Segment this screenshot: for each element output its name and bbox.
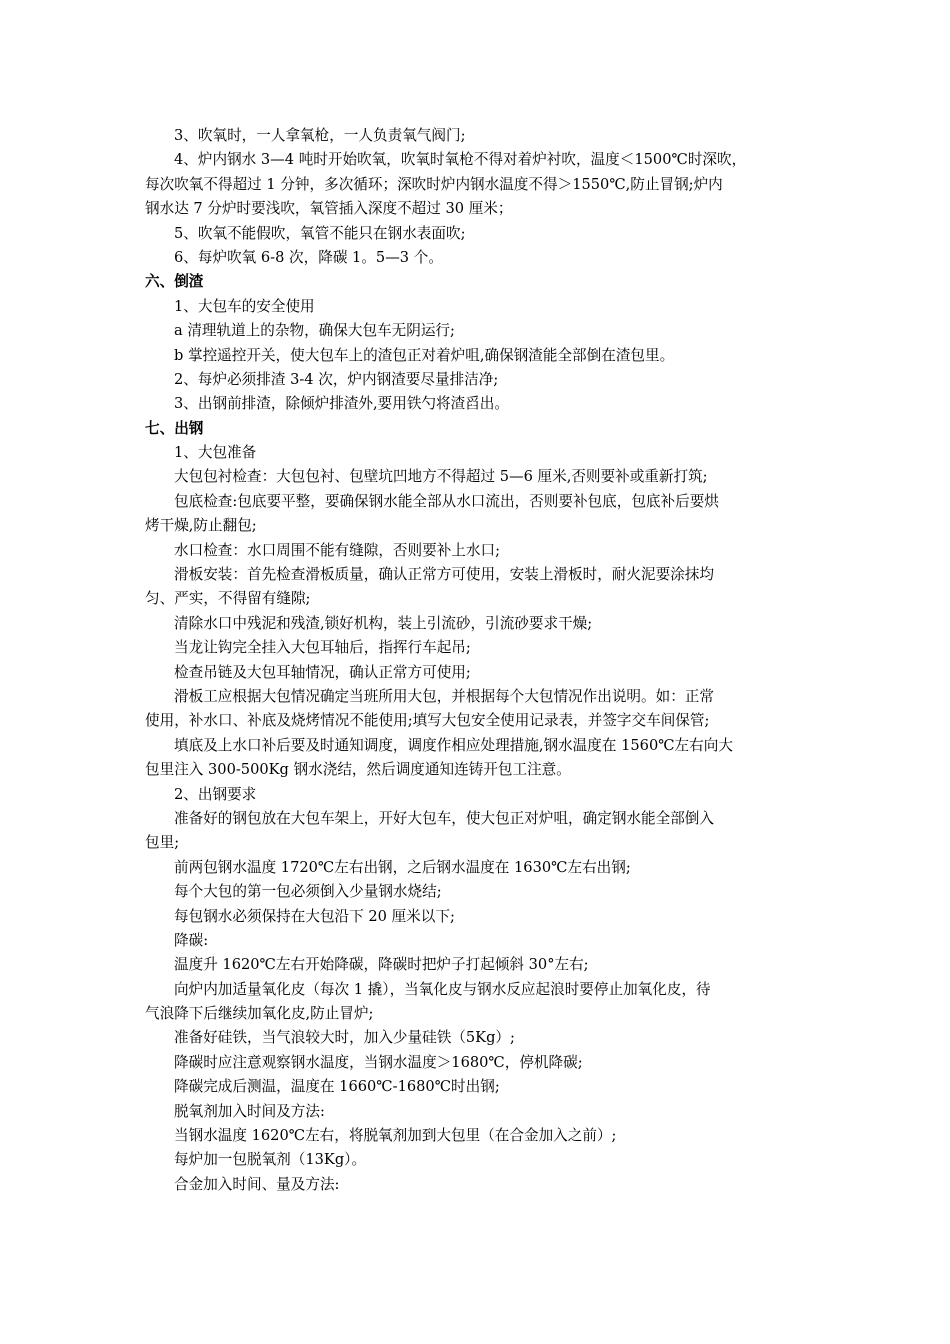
text-line: 每炉加一包脱氧剂（13Kg）。	[174, 1151, 367, 1169]
text-line: 2、出钢要求	[174, 785, 257, 803]
text-line: 6、每炉吹氧 6-8 次，降碳 1。5—3 个。	[174, 248, 443, 266]
text-line: 当龙让钩完全挂入大包耳轴后，指挥行车起吊;	[174, 639, 471, 657]
text-line: 包里注入 300-500Kg 钢水浇结，然后调度通知连铸开包工注意。	[145, 761, 571, 779]
text-line: 降碳:	[174, 931, 209, 949]
section-heading: 七、出钢	[145, 419, 204, 437]
text-line: 大包包衬检查：大包包衬、包壁坑凹地方不得超过 5—6 厘米,否则要补或重新打筑;	[174, 468, 708, 486]
text-line: a 清理轨道上的杂物，确保大包车无阴运行;	[174, 322, 455, 340]
text-line: 4、炉内钢水 3—4 吨时开始吹氧，吹氧时氧枪不得对着炉衬吹，温度＜1500℃时深吹，	[174, 151, 747, 169]
text-line: 包里;	[145, 834, 180, 852]
text-line: 匀、严实，不得留有缝隙;	[145, 590, 311, 608]
text-line: 当钢水温度 1620℃左右，将脱氧剂加到大包里（在合金加入之前）;	[174, 1127, 617, 1145]
text-line: 合金加入时间、量及方法:	[174, 1175, 340, 1193]
text-line: 滑板工应根据大包情况确定当班所用大包，并根据每个大包情况作出说明。如：正常	[174, 687, 714, 705]
text-line: 3、出钢前排渣，除倾炉排渣外,要用铁勺将渣舀出。	[174, 395, 509, 413]
text-line: 1、大包准备	[174, 444, 257, 462]
text-line: 检查吊链及大包耳轴情况，确认正常方可使用;	[174, 663, 471, 681]
text-line: 降碳时应注意观察钢水温度，当钢水温度＞1680℃，停机降碳;	[174, 1053, 583, 1071]
text-line: 脱氧剂加入时间及方法:	[174, 1102, 325, 1120]
text-line: 钢水达 7 分炉时要浅吹，氧管插入深度不超过 30 厘米；	[145, 200, 513, 218]
text-line: 准备好的钢包放在大包车架上，开好大包车，使大包正对炉咀，确定钢水能全部倒入	[174, 809, 714, 827]
text-line: 准备好硅铁，当气浪较大时，加入少量硅铁（5Kg）;	[174, 1029, 515, 1047]
text-line: 滑板安装：首先检查滑板质量，确认正常方可使用，安装上滑板时，耐火泥要涂抹均	[174, 566, 714, 584]
text-line: 气浪降下后继续加氧化皮,防止冒炉;	[145, 1005, 374, 1023]
text-line: 1、大包车的安全使用	[174, 297, 315, 315]
text-line: 包底检查:包底要平整，要确保钢水能全部从水口流出，否则要补包底，包底补后要烘	[174, 492, 719, 510]
text-line: 温度升 1620℃左右开始降碳，降碳时把炉子打起倾斜 30°左右;	[174, 956, 589, 974]
document-body	[145, 124, 808, 1197]
text-line: 每个大包的第一包必须倒入少量钢水烧结;	[174, 883, 442, 901]
text-line: 2、每炉必须排渣 3-4 次，炉内钢渣要尽量排洁净;	[174, 370, 499, 388]
text-line: 前两包钢水温度 1720℃左右出钢，之后钢水温度在 1630℃左右出钢;	[174, 858, 631, 876]
text-line: 每包钢水必须保持在大包沿下 20 厘米以下;	[174, 907, 455, 925]
text-line: 烤干燥,防止翻包;	[145, 517, 257, 535]
text-line: 5、吹氧不能假吹，氧管不能只在钢水表面吹;	[174, 224, 466, 242]
text-line: 使用，补水口、补底及烧烤情况不能使用;填写大包安全使用记录表，并签字交车间保管;	[145, 712, 710, 730]
text-line: 3、吹氧时，一人拿氧枪，一人负责氧气阀门;	[174, 127, 466, 144]
text-line: 水口检查：水口周围不能有缝隙，否则要补上水口;	[174, 541, 500, 559]
text-line: 向炉内加适量氧化皮（每次 1 撬），当氧化皮与钢水反应起浪时要停止加氧化皮，待	[174, 980, 711, 998]
text-line: 清除水口中残泥和残渣,锁好机构，装上引流砂，引流砂要求干燥;	[174, 614, 593, 632]
text-line: 降碳完成后测温，温度在 1660℃-1680℃时出钢;	[174, 1078, 500, 1096]
text-line: b 掌控遥控开关，使大包车上的渣包正对着炉咀,确保钢渣能全部倒在渣包里。	[174, 346, 675, 364]
text-line: 每次吹氧不得超过 1 分钟，多次循环；深吹时炉内钢水温度不得＞1550℃,防止冒钢;炉内	[145, 175, 723, 193]
text-line: 填底及上水口补后要及时通知调度，调度作相应处理措施,钢水温度在 1560℃左右向大	[174, 736, 733, 754]
section-heading: 六、倒渣	[145, 273, 204, 291]
